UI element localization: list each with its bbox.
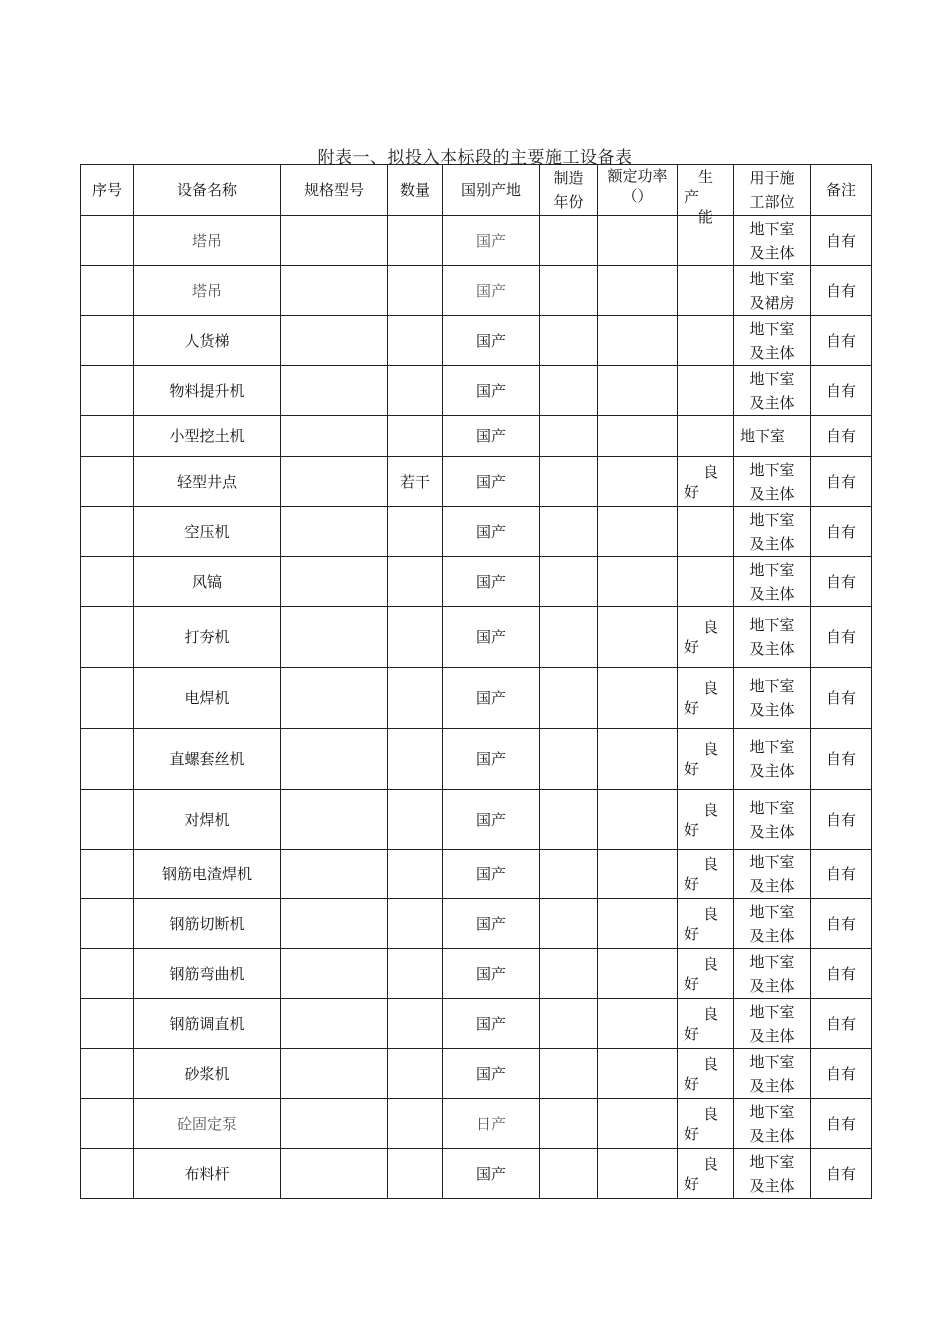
header-capacity-line2: 产 [684,188,700,206]
cell-capacity-line2: 好 [684,1174,700,1193]
header-power [598,165,678,216]
equipment-table [80,164,872,1199]
cell-power [598,216,678,266]
cell-qty [388,266,443,316]
cell-model [281,457,388,507]
cell-capacity-line2: 好 [684,760,700,778]
cell-location-line1: 地下室 [749,1102,795,1121]
cell-origin: 国产 [443,999,540,1049]
cell-capacity [678,1049,734,1099]
cell-year [540,790,598,850]
cell-remark: 自有 [811,729,872,790]
cell-remark: 自有 [811,1149,872,1199]
cell-year [540,457,598,507]
cell-model [281,557,388,607]
header-name: 设备名称 [134,165,281,216]
cell-capacity-line2: 好 [684,820,700,839]
cell-year [540,949,598,999]
header-power-line1: 额定功率 [607,167,668,185]
table-row [81,366,872,416]
cell-location-line2: 及主体 [749,926,795,945]
cell-remark: 自有 [811,949,872,999]
cell-name: 塔吊 [134,216,281,266]
cell-year [540,416,598,457]
cell-capacity-line1: 良 [702,740,718,758]
cell-qty [388,1149,443,1199]
cell-qty [388,668,443,729]
cell-index [81,1149,134,1199]
table-row [81,1049,872,1099]
table-row [81,729,872,790]
cell-power [598,949,678,999]
cell-capacity [678,668,734,729]
cell-name: 塔吊 [134,266,281,316]
cell-model [281,266,388,316]
cell-power [598,607,678,668]
cell-qty [388,216,443,266]
cell-location-line2: 及主体 [749,1026,795,1045]
cell-capacity-line1: 良 [702,679,718,697]
cell-capacity [678,416,734,457]
cell-remark: 自有 [811,668,872,729]
header-index: 序号 [81,165,134,216]
cell-origin: 国产 [443,266,540,316]
cell-index [81,316,134,366]
cell-capacity-line1: 良 [702,618,718,636]
cell-remark: 自有 [811,457,872,507]
cell-name: 电焊机 [134,668,281,729]
cell-power [598,1149,678,1199]
cell-location-line2: 及主体 [749,484,795,503]
cell-capacity-line2: 好 [684,974,700,993]
header-location-line2: 工部位 [749,193,795,211]
cell-origin: 国产 [443,457,540,507]
cell-remark: 自有 [811,416,872,457]
cell-name: 直螺套丝机 [134,729,281,790]
cell-capacity [678,607,734,668]
cell-location-line1: 地下室 [749,1002,795,1021]
cell-origin: 国产 [443,1149,540,1199]
cell-name: 钢筋调直机 [134,999,281,1049]
cell-index [81,457,134,507]
cell-capacity [678,999,734,1049]
cell-capacity-line1: 良 [702,462,718,481]
cell-location [734,216,811,266]
cell-origin: 国产 [443,899,540,949]
cell-power [598,416,678,457]
cell-model [281,1099,388,1149]
cell-location-line1: 地下室 [749,902,795,921]
cell-power [598,899,678,949]
cell-remark: 自有 [811,316,872,366]
cell-location [734,416,811,457]
cell-index [81,850,134,899]
cell-location-line1: 地下室 [749,798,795,817]
cell-name: 钢筋电渣焊机 [134,850,281,899]
cell-location [734,1149,811,1199]
cell-model [281,216,388,266]
cell-capacity-line1: 良 [702,1154,718,1173]
cell-index [81,507,134,557]
cell-location-line2: 及主体 [749,534,795,553]
cell-location [734,607,811,668]
cell-capacity-line1: 良 [702,855,718,873]
cell-model [281,850,388,899]
cell-origin: 国产 [443,316,540,366]
cell-index [81,790,134,850]
cell-location-line1: 地下室 [749,1152,795,1171]
cell-location-line1: 地下室 [749,616,795,634]
cell-capacity-line2: 好 [684,924,700,943]
cell-location-line1: 地下室 [749,460,795,479]
cell-qty [388,1049,443,1099]
header-origin: 国别产地 [443,165,540,216]
header-qty: 数量 [388,165,443,216]
cell-remark: 自有 [811,607,872,668]
cell-remark: 自有 [811,1099,872,1149]
cell-year [540,850,598,899]
cell-origin: 国产 [443,507,540,557]
cell-capacity-line1: 良 [702,904,718,923]
cell-location-line2: 及主体 [749,243,795,262]
cell-name: 物料提升机 [134,366,281,416]
cell-qty [388,899,443,949]
table-row [81,1099,872,1149]
cell-capacity-line1: 良 [702,800,718,819]
cell-capacity [678,457,734,507]
cell-capacity-line2: 好 [684,638,700,656]
table-row [81,790,872,850]
cell-location-line2: 及主体 [749,584,795,603]
cell-remark: 自有 [811,1049,872,1099]
header-power-line2: （） [622,187,653,205]
table-row [81,999,872,1049]
cell-year [540,1099,598,1149]
table-body [81,216,872,1199]
table-row [81,266,872,316]
table-row [81,1149,872,1199]
cell-capacity-line1: 良 [702,1054,718,1073]
cell-qty [388,729,443,790]
cell-model [281,899,388,949]
cell-year [540,266,598,316]
cell-power [598,316,678,366]
cell-location-line1: 地下室 [749,319,795,338]
cell-location-line2: 及主体 [749,393,795,412]
cell-origin: 国产 [443,790,540,850]
cell-origin: 国产 [443,416,540,457]
cell-location-line1: 地下室 [749,738,795,756]
cell-origin: 国产 [443,668,540,729]
cell-capacity-line2: 好 [684,1024,700,1043]
cell-model [281,507,388,557]
table-title: 附表一、拟投入本标段的主要施工设备表 [317,148,633,168]
cell-name: 打夯机 [134,607,281,668]
cell-location [734,557,811,607]
cell-name: 钢筋弯曲机 [134,949,281,999]
cell-qty [388,316,443,366]
cell-origin: 国产 [443,949,540,999]
table-row [81,216,872,266]
cell-origin: 国产 [443,729,540,790]
cell-location-line2: 及主体 [749,1126,795,1145]
cell-origin: 国产 [443,366,540,416]
cell-location [734,999,811,1049]
cell-model [281,999,388,1049]
cell-qty [388,790,443,850]
cell-capacity-line2: 好 [684,1074,700,1093]
header-capacity [678,165,734,226]
cell-qty [388,949,443,999]
cell-location [734,266,811,316]
cell-index [81,729,134,790]
cell-location [734,1049,811,1099]
cell-capacity-line2: 好 [684,1124,700,1143]
cell-location [734,457,811,507]
cell-capacity [678,1149,734,1199]
cell-year [540,316,598,366]
cell-location [734,316,811,366]
cell-origin: 国产 [443,850,540,899]
cell-index [81,999,134,1049]
cell-model [281,949,388,999]
cell-name: 空压机 [134,507,281,557]
cell-remark: 自有 [811,999,872,1049]
cell-origin: 日产 [443,1099,540,1149]
cell-capacity [678,266,734,316]
cell-year [540,216,598,266]
cell-power [598,1099,678,1149]
cell-name: 砂浆机 [134,1049,281,1099]
cell-year [540,366,598,416]
cell-model [281,366,388,416]
cell-power [598,1049,678,1099]
header-year-line2: 年份 [553,193,584,211]
cell-power [598,668,678,729]
table-row [81,850,872,899]
cell-year [540,899,598,949]
cell-name: 风镐 [134,557,281,607]
cell-index [81,366,134,416]
cell-year [540,729,598,790]
cell-year [540,668,598,729]
table-row [81,949,872,999]
table-row [81,899,872,949]
cell-location-line2: 及主体 [749,762,795,780]
cell-power [598,366,678,416]
cell-location-line1: 地下室 [749,1052,795,1071]
header-year [540,165,598,216]
cell-name: 砼固定泵 [134,1099,281,1149]
cell-location-line2: 及主体 [749,343,795,362]
header-capacity-line1: 生 [697,168,713,186]
cell-index [81,668,134,729]
cell-year [540,1149,598,1199]
header-location-line1: 用于施 [749,169,795,187]
cell-location-line2: 及主体 [749,640,795,658]
cell-index [81,266,134,316]
cell-name: 钢筋切断机 [134,899,281,949]
cell-power [598,457,678,507]
cell-qty [388,366,443,416]
cell-qty [388,999,443,1049]
cell-power [598,729,678,790]
cell-name: 对焊机 [134,790,281,850]
cell-capacity-line2: 好 [684,699,700,717]
header-year-line1: 制造 [553,169,584,187]
cell-location-line1: 地下室 [749,677,795,695]
cell-remark: 自有 [811,507,872,557]
cell-capacity [678,899,734,949]
cell-index [81,216,134,266]
cell-capacity-line1: 良 [702,1004,718,1023]
header-model: 规格型号 [281,165,388,216]
cell-power [598,507,678,557]
cell-capacity [678,316,734,366]
cell-location [734,507,811,557]
cell-index [81,1049,134,1099]
cell-origin: 国产 [443,216,540,266]
cell-year [540,999,598,1049]
cell-location [734,1099,811,1149]
table-row [81,457,872,507]
cell-index [81,607,134,668]
cell-index [81,899,134,949]
header-row [81,165,872,216]
cell-capacity-line1: 良 [702,1104,718,1123]
cell-model [281,1149,388,1199]
cell-qty [388,416,443,457]
cell-location-line1: 地下室 [749,952,795,971]
cell-model [281,607,388,668]
cell-location [734,366,811,416]
cell-origin: 国产 [443,557,540,607]
cell-capacity [678,557,734,607]
cell-location-line1: 地下室 [749,510,795,529]
cell-capacity [678,949,734,999]
table-row [81,316,872,366]
cell-location-line2: 及主体 [749,1176,795,1195]
cell-qty: 若干 [388,457,443,507]
cell-remark: 自有 [811,266,872,316]
cell-capacity-line1: 良 [702,954,718,973]
cell-remark: 自有 [811,216,872,266]
cell-capacity [678,729,734,790]
cell-capacity [678,790,734,850]
cell-model [281,316,388,366]
cell-capacity [678,366,734,416]
cell-index [81,949,134,999]
cell-name: 轻型井点 [134,457,281,507]
cell-remark: 自有 [811,790,872,850]
cell-location-line2: 及裙房 [749,293,795,312]
cell-remark: 自有 [811,899,872,949]
cell-location [734,729,811,790]
cell-capacity-line2: 好 [684,482,700,501]
cell-year [540,607,598,668]
table-row [81,507,872,557]
cell-power [598,850,678,899]
cell-location-line1: 地下室 [740,427,786,445]
cell-location [734,668,811,729]
cell-year [540,557,598,607]
cell-remark: 自有 [811,557,872,607]
cell-location-line1: 地下室 [749,219,795,238]
cell-year [540,507,598,557]
cell-model [281,416,388,457]
cell-power [598,790,678,850]
cell-origin: 国产 [443,1049,540,1099]
cell-model [281,668,388,729]
cell-capacity-line2: 好 [684,875,700,893]
cell-location-line2: 及主体 [749,976,795,995]
cell-year [540,1049,598,1099]
cell-location-line1: 地下室 [749,269,795,288]
cell-index [81,557,134,607]
cell-power [598,266,678,316]
cell-qty [388,1099,443,1149]
cell-remark: 自有 [811,366,872,416]
cell-model [281,1049,388,1099]
table-row [81,607,872,668]
header-location [734,165,811,216]
cell-location-line1: 地下室 [749,853,795,871]
cell-capacity [678,850,734,899]
cell-power [598,557,678,607]
cell-qty [388,557,443,607]
header-capacity-line3: 能 [697,208,713,226]
table-row [81,557,872,607]
cell-qty [388,850,443,899]
table-row [81,668,872,729]
cell-capacity [678,507,734,557]
cell-model [281,790,388,850]
cell-name: 小型挖土机 [134,416,281,457]
cell-model [281,729,388,790]
cell-location-line2: 及主体 [749,822,795,841]
cell-location [734,949,811,999]
cell-location-line2: 及主体 [749,877,795,895]
cell-location [734,850,811,899]
cell-location-line2: 及主体 [749,701,795,719]
cell-power [598,999,678,1049]
cell-location [734,899,811,949]
cell-location [734,790,811,850]
cell-remark: 自有 [811,850,872,899]
cell-capacity [678,1099,734,1149]
header-remark: 备注 [811,165,872,216]
cell-location-line2: 及主体 [749,1076,795,1095]
cell-qty [388,507,443,557]
cell-index [81,1099,134,1149]
table-row [81,416,872,457]
cell-origin: 国产 [443,607,540,668]
cell-index [81,416,134,457]
cell-location-line1: 地下室 [749,560,795,579]
cell-name: 布料杆 [134,1149,281,1199]
cell-name: 人货梯 [134,316,281,366]
cell-location-line1: 地下室 [749,369,795,388]
cell-qty [388,607,443,668]
